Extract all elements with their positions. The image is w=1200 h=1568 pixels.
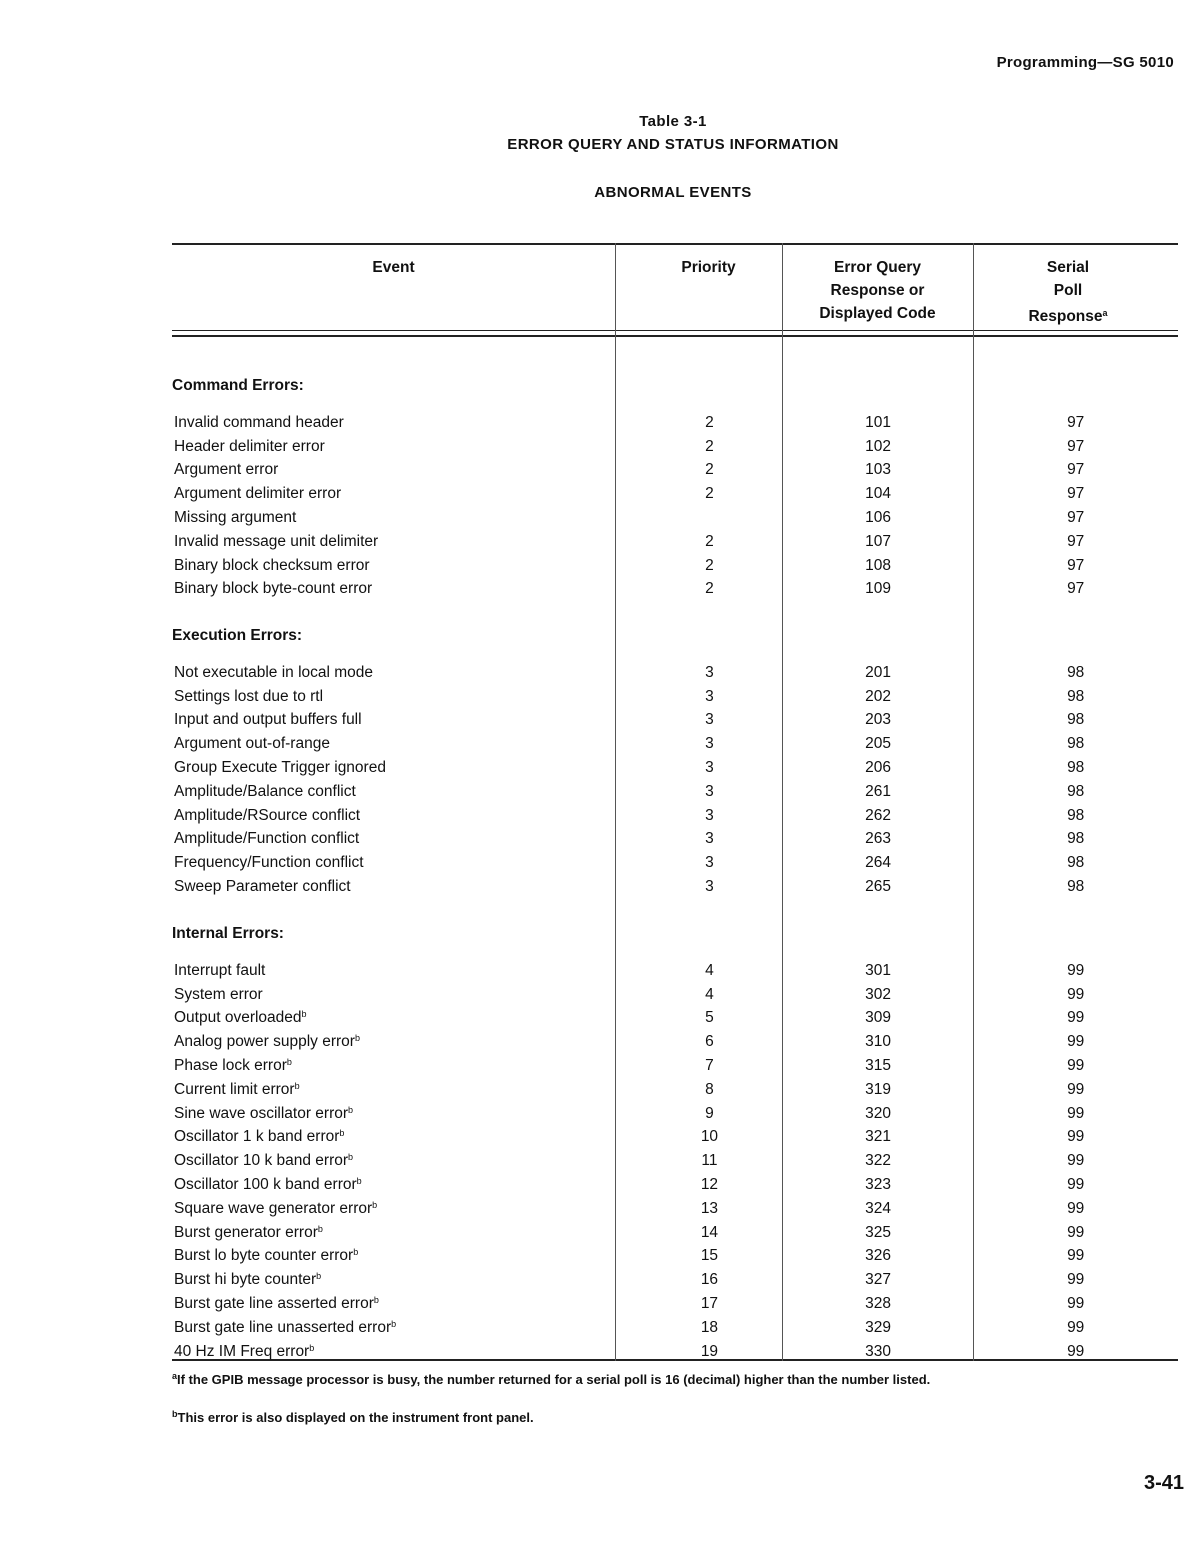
priority-cell: 3 <box>705 782 714 800</box>
code-cell: 201 <box>865 663 892 681</box>
column-header-poll-line: Poll <box>1053 282 1083 299</box>
table-row <box>172 506 1178 530</box>
table-row <box>172 1316 1178 1340</box>
table-row <box>172 1102 1178 1126</box>
event-cell <box>172 1271 616 1289</box>
table-top-rule <box>172 243 1178 245</box>
event-name: Sine wave oscillator error <box>174 1104 349 1122</box>
poll-cell: 99 <box>1067 1176 1085 1194</box>
event-name: Output overloaded <box>174 1009 302 1027</box>
poll-cell: 98 <box>1067 854 1085 872</box>
table-title: ERROR QUERY AND STATUS INFORMATION <box>507 136 839 153</box>
column-header-code-line: Displayed Code <box>819 305 936 322</box>
priority-cell: 2 <box>705 485 714 503</box>
poll-cell: 99 <box>1067 1009 1085 1027</box>
event-name: Frequency/Function conflict <box>174 854 364 872</box>
priority-cell: 2 <box>705 580 714 598</box>
table-row <box>172 661 1178 685</box>
footnote-b <box>172 1409 534 1425</box>
event-name: Invalid message unit delimiter <box>174 532 379 550</box>
priority-cell: 5 <box>705 1009 714 1027</box>
poll-cell: 97 <box>1067 509 1085 527</box>
poll-cell: 98 <box>1067 687 1085 705</box>
event-name: Analog power supply error <box>174 1033 355 1051</box>
priority-cell: 4 <box>705 985 714 1003</box>
code-cell: 320 <box>865 1104 892 1122</box>
priority-cell: 4 <box>705 961 714 979</box>
event-cell <box>172 1009 616 1027</box>
event-cell <box>172 1176 616 1194</box>
event-cell <box>172 783 616 801</box>
event-name: Header delimiter error <box>174 437 325 455</box>
column-header-code <box>782 256 973 325</box>
code-cell: 315 <box>865 1057 892 1075</box>
table-row <box>172 828 1178 852</box>
priority-cell: 3 <box>705 854 714 872</box>
event-name: Current limit error <box>174 1080 295 1098</box>
event-cell <box>172 1319 616 1337</box>
code-cell: 265 <box>865 878 892 896</box>
table-row <box>172 1007 1178 1031</box>
code-cell: 261 <box>865 782 892 800</box>
footnote-marker: a <box>172 1371 178 1381</box>
event-cell <box>172 1343 616 1361</box>
table-row <box>172 435 1178 459</box>
footnote-marker: b <box>356 1176 362 1187</box>
priority-cell: 3 <box>705 735 714 753</box>
priority-cell: 3 <box>705 687 714 705</box>
event-cell <box>172 986 616 1004</box>
event-name: Group Execute Trigger ignored <box>174 759 386 777</box>
poll-cell: 99 <box>1067 1057 1085 1075</box>
header-rule <box>172 330 1178 331</box>
table-row <box>172 1268 1178 1292</box>
footnote-text: This error is also displayed on the instrument front panel. <box>177 1410 534 1425</box>
event-cell <box>172 807 616 825</box>
priority-cell: 3 <box>705 759 714 777</box>
code-cell: 264 <box>865 854 892 872</box>
event-name: Burst lo byte counter error <box>174 1247 354 1265</box>
section-title: Internal Errors: <box>172 925 284 942</box>
footnote-marker: b <box>294 1080 300 1091</box>
event-name: System error <box>174 985 263 1003</box>
priority-cell: 15 <box>700 1247 719 1265</box>
table-section <box>172 627 1178 899</box>
column-header-code-line: Response or <box>830 282 925 299</box>
event-name: Oscillator 100 k band error <box>174 1176 357 1194</box>
priority-cell: 9 <box>705 1104 714 1122</box>
table-row <box>172 1221 1178 1245</box>
column-header-event: Event <box>372 259 415 276</box>
poll-cell: 99 <box>1067 1080 1085 1098</box>
event-name: Interrupt fault <box>174 961 266 979</box>
poll-cell: 98 <box>1067 806 1085 824</box>
footnote-marker: b <box>317 1223 323 1234</box>
event-cell <box>172 509 616 527</box>
event-name: Settings lost due to rtl <box>174 687 324 705</box>
footnote-text: If the GPIB message processor is busy, the number returned for a serial poll is 16 (decimal) higher than the number listed. <box>177 1372 931 1387</box>
poll-cell: 99 <box>1067 1199 1085 1217</box>
code-cell: 323 <box>865 1176 892 1194</box>
poll-cell: 99 <box>1067 1271 1085 1289</box>
event-cell <box>172 414 616 432</box>
event-cell <box>172 664 616 682</box>
priority-cell: 13 <box>700 1199 719 1217</box>
code-cell: 108 <box>865 556 892 574</box>
footnote-marker: b <box>348 1104 354 1115</box>
priority-cell: 8 <box>705 1080 714 1098</box>
priority-cell: 17 <box>700 1295 719 1313</box>
code-cell: 206 <box>865 759 892 777</box>
section-title: Execution Errors: <box>172 627 303 644</box>
table-row <box>172 851 1178 875</box>
code-cell: 202 <box>865 687 892 705</box>
event-cell <box>172 878 616 896</box>
table-row <box>172 780 1178 804</box>
table-row <box>172 959 1178 983</box>
event-cell <box>172 557 616 575</box>
code-cell: 330 <box>865 1342 892 1360</box>
footnote-marker: b <box>348 1152 354 1163</box>
priority-cell: 3 <box>705 663 714 681</box>
running-header: Programming—SG 5010 <box>996 54 1174 71</box>
code-cell: 327 <box>865 1271 892 1289</box>
poll-cell: 98 <box>1067 782 1085 800</box>
event-name: Amplitude/Balance conflict <box>174 782 356 800</box>
event-name: Invalid command header <box>174 413 344 431</box>
table-section <box>172 925 1178 1364</box>
table-row <box>172 459 1178 483</box>
event-name: Burst hi byte counter <box>174 1271 317 1289</box>
event-cell <box>172 1033 616 1051</box>
priority-cell: 2 <box>705 413 714 431</box>
poll-cell: 99 <box>1067 1247 1085 1265</box>
event-name: Sweep Parameter conflict <box>174 878 351 896</box>
code-cell: 101 <box>865 413 892 431</box>
priority-cell: 7 <box>705 1057 714 1075</box>
poll-cell: 99 <box>1067 1033 1085 1051</box>
poll-cell: 99 <box>1067 1152 1085 1170</box>
poll-cell: 97 <box>1067 556 1085 574</box>
poll-cell: 99 <box>1067 1295 1085 1313</box>
poll-cell: 98 <box>1067 759 1085 777</box>
event-name: Binary block byte-count error <box>174 580 373 598</box>
event-name: Burst gate line asserted error <box>174 1295 374 1313</box>
footnote-marker: b <box>309 1342 315 1353</box>
footnote-marker: b <box>286 1057 292 1068</box>
table-row <box>172 1197 1178 1221</box>
poll-cell: 99 <box>1067 1318 1085 1336</box>
poll-cell: 99 <box>1067 985 1085 1003</box>
event-cell <box>172 1152 616 1170</box>
table-row <box>172 530 1178 554</box>
table-section <box>172 377 1178 601</box>
footnote-marker: b <box>391 1318 397 1329</box>
priority-cell: 2 <box>705 532 714 550</box>
event-name: Argument out-of-range <box>174 735 330 753</box>
footnote-a <box>172 1371 930 1387</box>
event-name: Not executable in local mode <box>174 663 374 681</box>
priority-cell: 2 <box>705 437 714 455</box>
column-header-poll-text: Response <box>1028 308 1103 325</box>
footnote-marker: b <box>354 1033 360 1044</box>
code-cell: 263 <box>865 830 892 848</box>
event-cell <box>172 830 616 848</box>
code-cell: 107 <box>865 532 892 550</box>
event-name: Amplitude/RSource conflict <box>174 806 361 824</box>
event-cell <box>172 735 616 753</box>
event-name: Argument error <box>174 461 279 479</box>
poll-cell: 97 <box>1067 485 1085 503</box>
table-number: Table 3-1 <box>639 113 707 130</box>
priority-cell: 6 <box>705 1033 714 1051</box>
priority-cell: 12 <box>700 1176 719 1194</box>
table-row <box>172 1078 1178 1102</box>
event-cell <box>172 1057 616 1075</box>
table-row <box>172 1054 1178 1078</box>
table-row <box>172 804 1178 828</box>
event-name: Square wave generator error <box>174 1199 373 1217</box>
table-row <box>172 732 1178 756</box>
event-name: Argument delimiter error <box>174 485 342 503</box>
column-header-poll-line: Serial <box>1046 259 1090 276</box>
event-cell <box>172 1128 616 1146</box>
code-cell: 324 <box>865 1199 892 1217</box>
poll-cell: 98 <box>1067 711 1085 729</box>
event-cell <box>172 1105 616 1123</box>
table-row <box>172 983 1178 1007</box>
event-name: Amplitude/Function conflict <box>174 830 360 848</box>
code-cell: 310 <box>865 1033 892 1051</box>
code-cell: 322 <box>865 1152 892 1170</box>
page-number: 3-41 <box>1143 1472 1184 1494</box>
event-cell <box>172 688 616 706</box>
footnote-marker: b <box>372 1199 378 1210</box>
code-cell: 205 <box>865 735 892 753</box>
event-cell <box>172 1247 616 1265</box>
code-cell: 102 <box>865 437 892 455</box>
code-cell: 203 <box>865 711 892 729</box>
priority-cell: 3 <box>705 806 714 824</box>
code-cell: 325 <box>865 1223 892 1241</box>
priority-cell: 10 <box>700 1128 719 1146</box>
priority-cell: 3 <box>705 878 714 896</box>
code-cell: 326 <box>865 1247 892 1265</box>
event-cell <box>172 461 616 479</box>
priority-cell: 3 <box>705 711 714 729</box>
poll-cell: 97 <box>1067 580 1085 598</box>
table-row <box>172 685 1178 709</box>
event-cell <box>172 962 616 980</box>
event-cell <box>172 854 616 872</box>
code-cell: 321 <box>865 1128 892 1146</box>
poll-cell: 99 <box>1067 1342 1085 1360</box>
event-name: Oscillator 1 k band error <box>174 1128 340 1146</box>
table-row <box>172 578 1178 602</box>
code-cell: 309 <box>865 1009 892 1027</box>
event-cell <box>172 1224 616 1242</box>
code-cell: 109 <box>865 580 892 598</box>
event-cell <box>172 711 616 729</box>
event-cell <box>172 1295 616 1313</box>
event-name: Burst gate line unasserted error <box>174 1318 392 1336</box>
table-row <box>172 1126 1178 1150</box>
event-cell <box>172 533 616 551</box>
code-cell: 328 <box>865 1295 892 1313</box>
poll-cell: 98 <box>1067 878 1085 896</box>
table-row <box>172 1173 1178 1197</box>
priority-cell: 2 <box>705 461 714 479</box>
event-cell <box>172 580 616 598</box>
priority-cell: 14 <box>700 1223 719 1241</box>
event-name: 40 Hz IM Freq error <box>174 1342 310 1360</box>
priority-cell: 18 <box>700 1318 719 1336</box>
event-cell <box>172 485 616 503</box>
event-name: Missing argument <box>174 509 297 527</box>
table-row <box>172 411 1178 435</box>
code-cell: 103 <box>865 461 892 479</box>
table-row <box>172 1340 1178 1364</box>
footnote-marker: b <box>339 1128 345 1139</box>
header-rule-double <box>172 335 1178 337</box>
poll-cell: 97 <box>1067 437 1085 455</box>
poll-cell: 99 <box>1067 961 1085 979</box>
code-cell: 262 <box>865 806 892 824</box>
footnote-marker: b <box>301 1009 307 1020</box>
table-row <box>172 554 1178 578</box>
priority-cell: 2 <box>705 556 714 574</box>
table-row <box>172 709 1178 733</box>
code-cell: 329 <box>865 1318 892 1336</box>
poll-cell: 97 <box>1067 532 1085 550</box>
poll-cell: 99 <box>1067 1223 1085 1241</box>
event-name: Phase lock error <box>174 1057 287 1075</box>
column-header-code-line: Error Query <box>833 259 921 276</box>
priority-cell: 19 <box>700 1342 719 1360</box>
poll-cell: 98 <box>1067 735 1085 753</box>
footnote-marker: b <box>353 1247 359 1258</box>
poll-cell: 99 <box>1067 1104 1085 1122</box>
code-cell: 302 <box>865 985 892 1003</box>
column-header-poll <box>973 256 1163 328</box>
table-row <box>172 1292 1178 1316</box>
priority-cell: 16 <box>700 1271 719 1289</box>
table-row <box>172 1149 1178 1173</box>
footnote-marker: b <box>172 1409 178 1419</box>
code-cell: 301 <box>865 961 892 979</box>
poll-cell: 97 <box>1067 461 1085 479</box>
poll-cell: 98 <box>1067 663 1085 681</box>
footnote-marker: a <box>1102 308 1108 318</box>
poll-cell: 99 <box>1067 1128 1085 1146</box>
code-cell: 319 <box>865 1080 892 1098</box>
column-header-priority: Priority <box>681 259 736 276</box>
footnote-marker: b <box>316 1271 322 1282</box>
table-row <box>172 1245 1178 1269</box>
table-row <box>172 875 1178 899</box>
event-name: Oscillator 10 k band error <box>174 1152 349 1170</box>
event-cell <box>172 1081 616 1099</box>
event-cell <box>172 1200 616 1218</box>
table-row <box>172 1030 1178 1054</box>
event-cell <box>172 759 616 777</box>
section-title: Command Errors: <box>172 377 304 394</box>
footnote-marker: b <box>373 1295 379 1306</box>
poll-cell: 98 <box>1067 830 1085 848</box>
poll-cell: 97 <box>1067 413 1085 431</box>
event-name: Input and output buffers full <box>174 711 362 729</box>
priority-cell: 3 <box>705 830 714 848</box>
table-row <box>172 756 1178 780</box>
table-row <box>172 482 1178 506</box>
code-cell: 106 <box>865 509 892 527</box>
event-name: Burst generator error <box>174 1223 318 1241</box>
event-cell <box>172 438 616 456</box>
table-subtitle: ABNORMAL EVENTS <box>594 184 752 201</box>
column-header-poll-line <box>973 302 1163 328</box>
event-name: Binary block checksum error <box>174 556 370 574</box>
priority-cell: 11 <box>701 1152 718 1170</box>
code-cell: 104 <box>865 485 892 503</box>
